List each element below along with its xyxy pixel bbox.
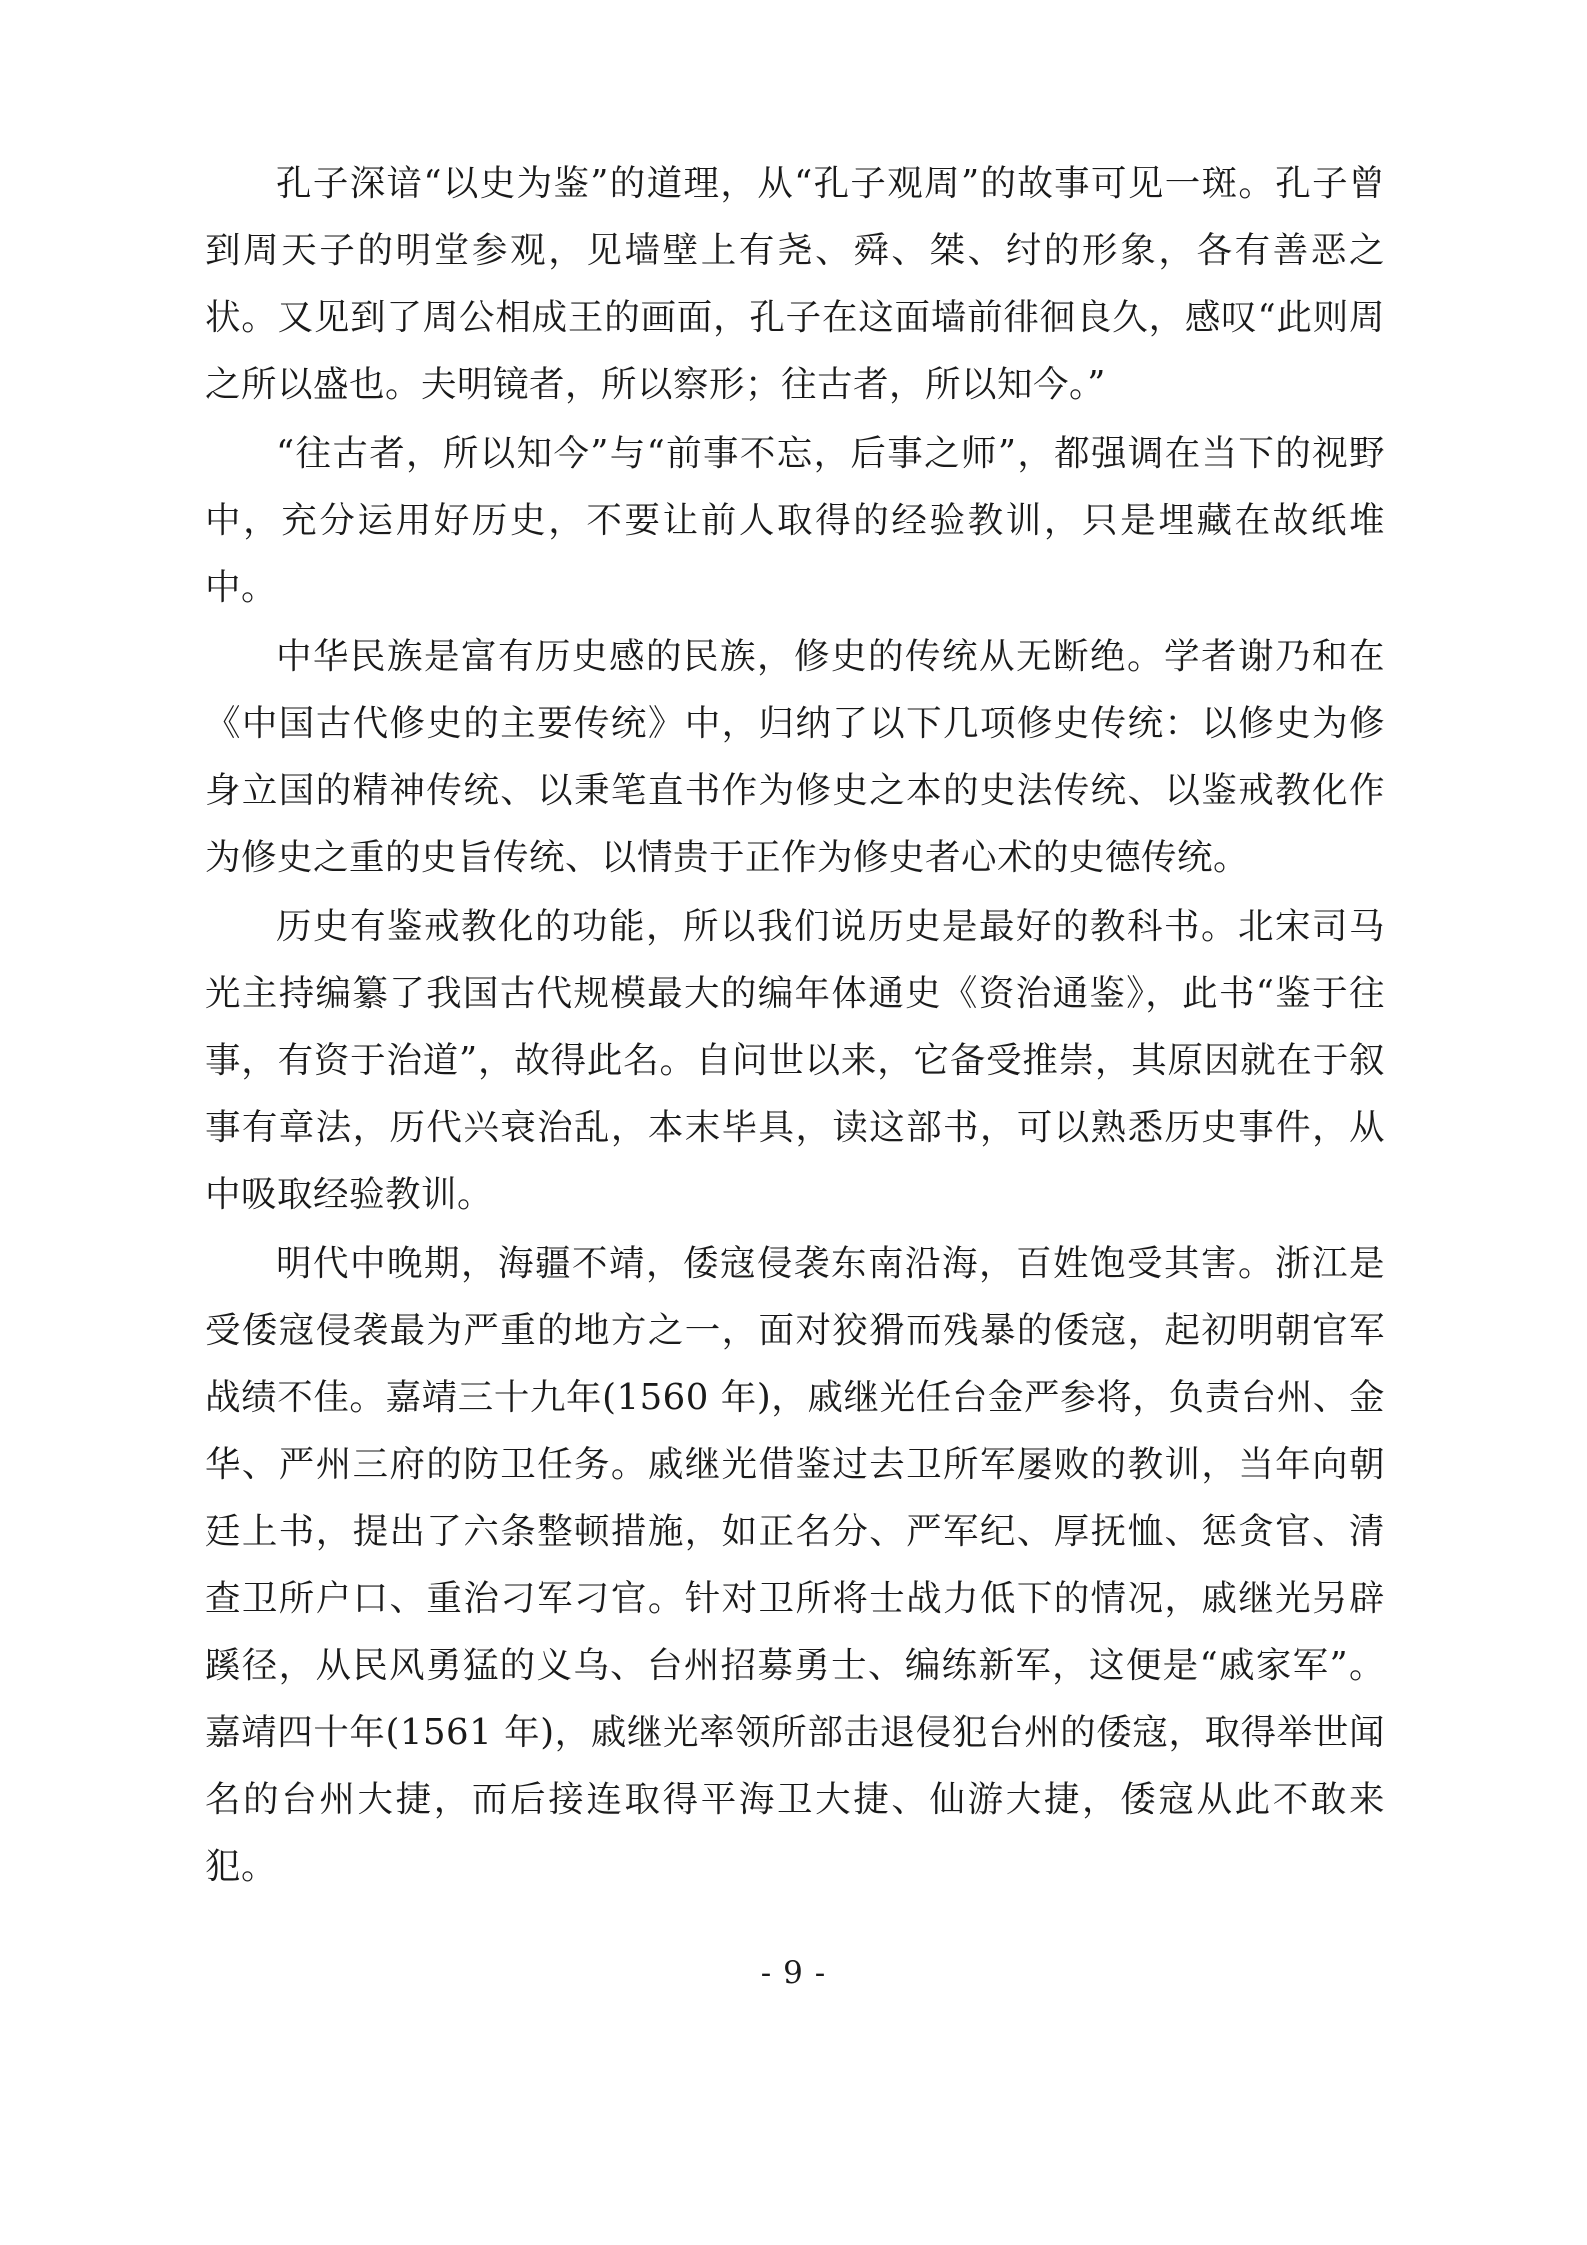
paragraph: 中华民族是富有历史感的民族，修史的传统从无断绝。学者谢乃和在《中国古代修史的主要传统》中，归纳了以下几项修史传统：以修史为修身立国的精神传统、以秉笔直书作为修史之本的史法传统、以鉴戒教化作为修史之重的史旨传统、以情贵于正作为修史者心术的史德传统。 — [205, 636, 1385, 878]
paragraph: “往古者，所以知今”与“前事不忘，后事之师”，都强调在当下的视野中，充分运用好历史，不要让前人取得的经验教训，只是埋藏在故纸堆中。 — [205, 433, 1385, 608]
paragraph: 历史有鉴戒教化的功能，所以我们说历史是最好的教科书。北宋司马光主持编纂了我国古代规模最大的编年体通史《资治通鉴》，此书“鉴于往事，有资于治道”，故得此名。自问世以来，它备受推崇，其原因就在于叙事有章法，历代兴衰治乱，本末毕具，读这部书，可以熟悉历史事件，从中吸取经验教训。 — [205, 906, 1385, 1215]
page-body — [205, 150, 1385, 1902]
paragraph: 孔子深谙“以史为鉴”的道理，从“孔子观周”的故事可见一斑。孔子曾到周天子的明堂参观，见墙壁上有尧、舜、桀、纣的形象，各有善恶之状。又见到了周公相成王的画面，孔子在这面墙前徘徊良久，感叹“此则周之所以盛也。夫明镜者，所以察形；往古者，所以知今。” — [205, 163, 1385, 405]
page-number: - 9 - — [760, 1955, 827, 1991]
paragraph: 明代中晚期，海疆不靖，倭寇侵袭东南沿海，百姓饱受其害。浙江是受倭寇侵袭最为严重的地方之一，面对狡猾而残暴的倭寇，起初明朝官军战绩不佳。嘉靖三十九年(1560 年)，戚继光任台金严参将，负责台州、金华、严州三府的防卫任务。戚继光借鉴过去卫所军屡败的教训，当年向朝廷上书，提出了六条整顿措施，如正名分、严军纪、厚抚恤、惩贪官、清查卫所户口、重治刁军刁官。针对卫所将士战力低下的情况，戚继光另辟蹊径，从民风勇猛的义乌、台州招募勇士、编练新军，这便是“戚家军”。嘉靖四十年(1561 年)，戚继光率领所部击退侵犯台州的倭寇，取得举世闻名的台州大捷，而后接连取得平海卫大捷、仙游大捷，倭寇从此不敢来犯。 — [205, 1243, 1385, 1887]
